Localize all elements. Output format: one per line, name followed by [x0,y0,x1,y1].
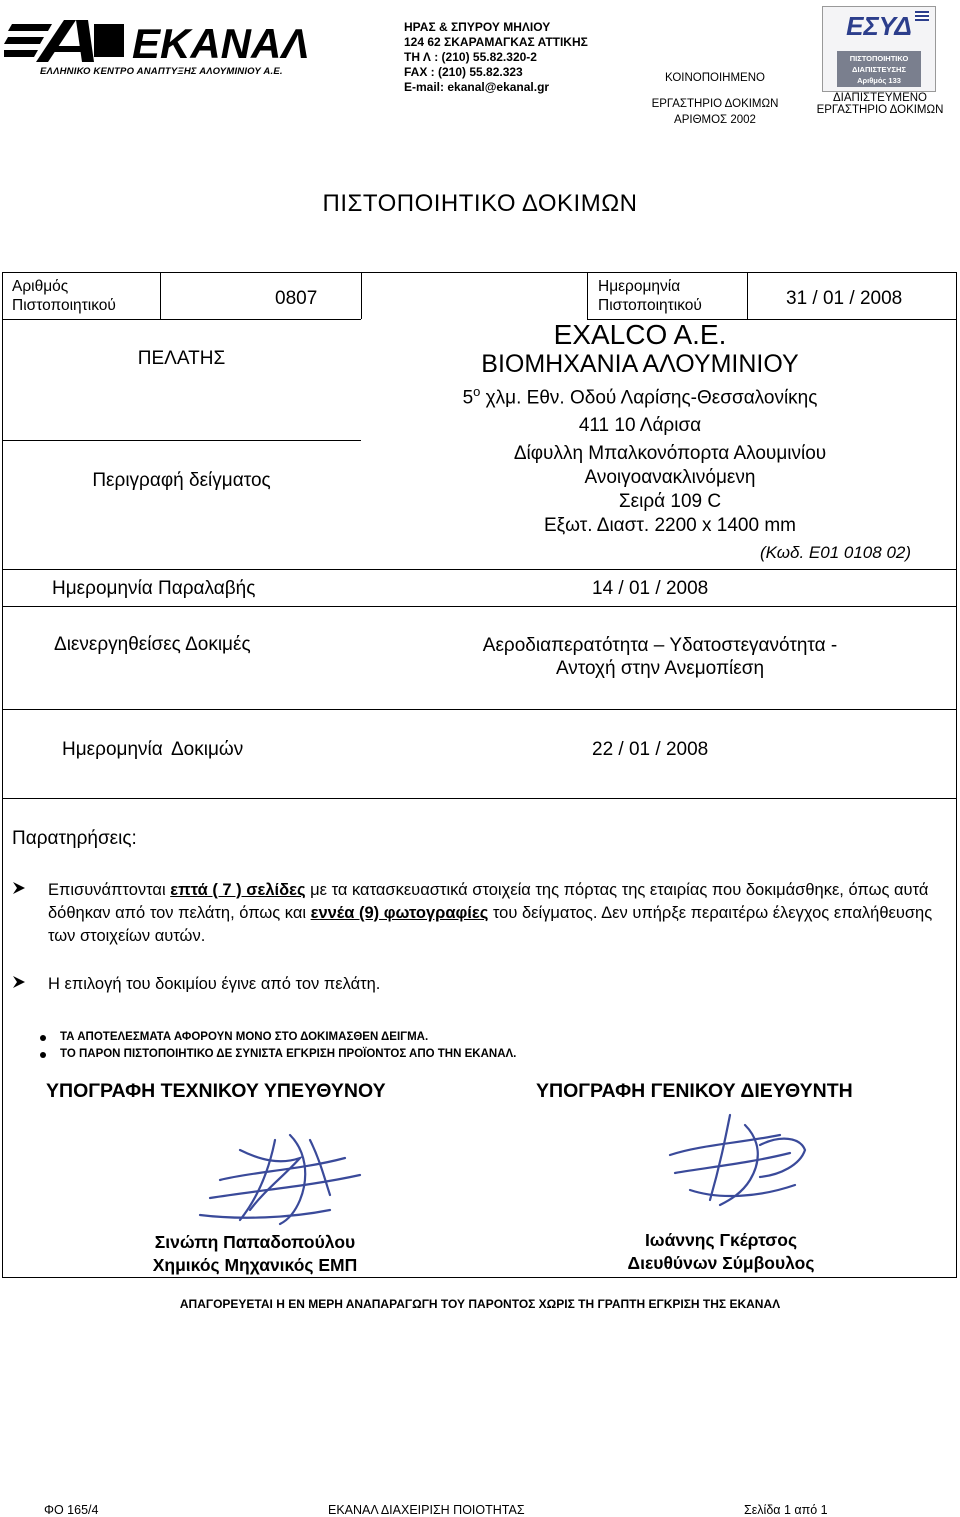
badge-line: Αριθμός 133 [857,76,901,85]
col-divider [747,272,748,319]
row-divider [2,440,361,441]
cert-date-value: 31 / 01 / 2008 [786,288,903,309]
address-line: E-mail: ekanal@ekanal.gr [404,80,550,94]
signatory-name: Σινώπη Παπαδοπούλου [154,1232,356,1252]
sample-line: Σειρά 109 C [618,491,722,512]
arrow-bullet-icon [12,973,30,996]
greek-flag-icon [915,11,929,21]
signatory-role: Χημικός Μηχανικός ΕΜΠ [152,1255,358,1275]
tests-line: Αντοχή στην Ανεμοπίεση [555,658,765,679]
logo-text: ΕΚΑΝΑΛ [132,20,310,67]
remark-text: Η επιλογή του δοκιμίου έγινε από τον πελάτη. [48,975,381,993]
address-line: ΤΗ Λ : (210) 55.82.320-2 [404,50,537,64]
signatory-name: Ιωάννης Γκέρτσος [644,1230,798,1250]
signatory-role: Διευθύνων Σύμβουλος [627,1253,815,1273]
row-divider [2,709,957,710]
client-km: 5 [462,387,474,409]
gen-signature-title: ΥΠΟΓΡΑΦΗ ΓΕΝΙΚΟΥ ΔΙΕΥΘΥΝΤΗ [536,1080,853,1102]
gen-signatory [556,1229,886,1275]
row-divider [2,798,957,799]
client-address [440,378,840,412]
client-km-sup: ο [473,384,481,399]
address-line: ΗΡΑΣ & ΣΠΥΡΟΥ ΜΗΛΙΟΥ [404,20,551,34]
client-address-text: χλμ. Εθν. Οδού Λαρίσης-Θεσσαλονίκης [480,387,818,409]
reproduction-warning: ΑΠΑΓΟΡΕΥΕΤΑΙ Η ΕΝ ΜΕΡΗ ΑΝΑΠΑΡΑΓΩΓΗ ΤΟΥ ΠΑΡΟΝΤΟΣ ΧΩΡΙΣ ΤΗ ΓΡΑΠΤΗ ΕΓΚΡΙΣΗ ΤΗΣ ΕΚΑΝΑΛ [179,1297,781,1311]
esyd-logo-text: ΕΣΥΔ [846,11,912,41]
label-line: Πιστοποιητικού [598,297,702,314]
note-text: ΤΑ ΑΠΟΤΕΛΕΣΜΑΤΑ ΑΦΟΡΟΥΝ ΜΟΝΟ ΣΤΟ ΔΟΚΙΜΑΣΘΕΝ ΔΕΙΓΜΑ. [60,1031,429,1043]
remark-text [48,879,942,948]
lab-address [404,20,588,95]
client-name: EXALCO A.E. [553,319,727,350]
receipt-date-label: Ημερομηνία Παραλαβής [52,578,256,599]
note-text: ΤΟ ΠΑΡΟΝ ΠΙΣΤΟΠΟΙΗΤΙΚΟ ΔΕ ΣΥΝΙΣΤΑ ΕΓΚΡΙΣΗ ΠΡΟΪΟΝΤΟΣ ΑΠΟ ΤΗΝ ΕΚΑΝΑΛ. [60,1048,517,1060]
ekanal-logo [4,18,356,88]
signature-icon [650,1105,820,1225]
logo-subtitle: ΕΛΛΗΝΙΚΟ ΚΕΝΤΡΟ ΑΝΑΠΤΥΞΗΣ ΑΛΟΥΜΙΝΙΟΥ Α.Ε. [40,66,283,77]
client-label: ΠΕΛΑΤΗΣ [137,348,226,369]
test-date-label: Ημερομηνία Δοκιμών [62,739,244,760]
row-divider [2,606,957,607]
note-item [60,1048,516,1060]
sample-description [430,442,910,538]
tech-signatory [90,1231,420,1277]
ekanal-logo-mark-icon [4,18,356,68]
address-line: 124 62 ΣΚΑΡΑΜΑΓΚΑΣ ΑΤΤΙΚΗΣ [404,35,588,49]
sample-line: Δίφυλλη Μπαλκονόπορτα Αλουμινίου [513,443,827,464]
sample-line: Ανοιγοανακλινόμενη [584,467,756,488]
badge-line: ΔΙΑΠΙΣΤΕΥΣΗΣ [852,65,906,74]
quality-system: ΕΚΑΝΑΛ ΔΙΑΧΕΙΡΙΣΗ ΠΟΙΟΤΗΤΑΣ [328,1503,525,1517]
receipt-date-value: 14 / 01 / 2008 [592,578,709,599]
client-industry: ΒΙΟΜΗΧΑΝΙΑ ΑΛΟΥΜΙΝΙΟΥ [481,350,799,378]
accredited-line: ΕΡΓΑΣΤΗΡΙΟ ΔΟΚΙΜΩΝ [816,104,944,116]
accredited-lab-caption [800,92,960,116]
notified-line: ΕΡΓΑΣΤΗΡΙΟ ΔΟΚΙΜΩΝ [651,98,779,110]
remark-emphasis: επτά ( 7 ) σελίδες [170,881,306,899]
col-divider [160,272,161,319]
remark-fragment: με τα κατασκευαστικά στοιχεία της πόρτας της εταιρίας που δοκιμάσθηκε, όπως αυτά δόθηκαν από τον πελάτη, όπως και [48,881,929,922]
row-divider [2,319,361,320]
remark-fragment: Επισυνάπτονται [48,881,171,899]
tests-label: Διενεργηθείσες Δοκιμές [54,634,251,655]
client-details [440,320,840,440]
remark-emphasis: εννέα (9) φωτογραφίες [310,904,489,922]
cert-number-label [12,277,116,315]
tests-line: Αεροδιαπερατότητα – Υδατοστεγανότητα - [482,635,838,656]
signature-icon [180,1120,380,1230]
form-code: ΦΟ 165/4 [44,1503,99,1517]
tech-handwritten-signature [180,1120,380,1230]
sample-code: (Κωδ. Ε01 0108 02) [760,543,912,562]
remark-item [12,973,942,996]
note-item [60,1031,428,1043]
notified-line: ΑΡΙΘΜΟΣ 2002 [674,114,756,126]
dot-bullet-icon [40,1035,46,1041]
tests-value [400,634,920,680]
badge-line: ΠΙΣΤΟΠΟΙΗΤΙΚΟ [849,54,909,63]
cert-number-value: 0807 [275,288,318,309]
remark-fragment: του δείγματος. Δεν υπήρξε περαιτέρω έλεγχος επαλήθευσης των στοιχείων αυτών. [48,904,933,945]
tech-signature-title: ΥΠΟΓΡΑΦΗ ΤΕΧΝΙΚΟΥ ΥΠΕΥΘΥΝΟΥ [46,1080,386,1102]
label-line: Πιστοποιητικού [12,297,116,314]
address-line: FAX : (210) 55.82.323 [404,65,523,79]
client-city: 411 10 Λάρισα [578,415,702,437]
esyd-badge-plate [837,51,921,87]
page-number: Σελίδα 1 από 1 [744,1503,828,1517]
esyd-accreditation-badge [822,6,936,92]
page-title: ΠΙΣΤΟΠΟΙΗΤΙΚΟ ΔΟΚΙΜΩΝ [322,190,638,217]
notified-line: ΚΟΙΝΟΠΟΙΗΜΕΝΟ [665,72,765,84]
remark-item [12,879,942,948]
col-divider [361,272,362,319]
test-date-value: 22 / 01 / 2008 [592,739,709,760]
sample-label: Περιγραφή δείγματος [92,470,271,491]
remarks-title: Παρατηρήσεις: [12,828,137,849]
col-divider [587,272,588,319]
gen-handwritten-signature [650,1105,820,1225]
accredited-line: ΔΙΑΠΙΣΤΕΥΜΕΝΟ [832,92,928,104]
label-line: Αριθμός [12,278,69,295]
cert-date-label [598,277,702,315]
dot-bullet-icon [40,1052,46,1058]
sample-line: Εξωτ. Διαστ. 2200 x 1400 mm [544,515,796,536]
row-divider [2,569,957,570]
label-line: Ημερομηνία [598,278,681,295]
arrow-bullet-icon [12,879,30,902]
notified-lab-info [640,70,790,128]
